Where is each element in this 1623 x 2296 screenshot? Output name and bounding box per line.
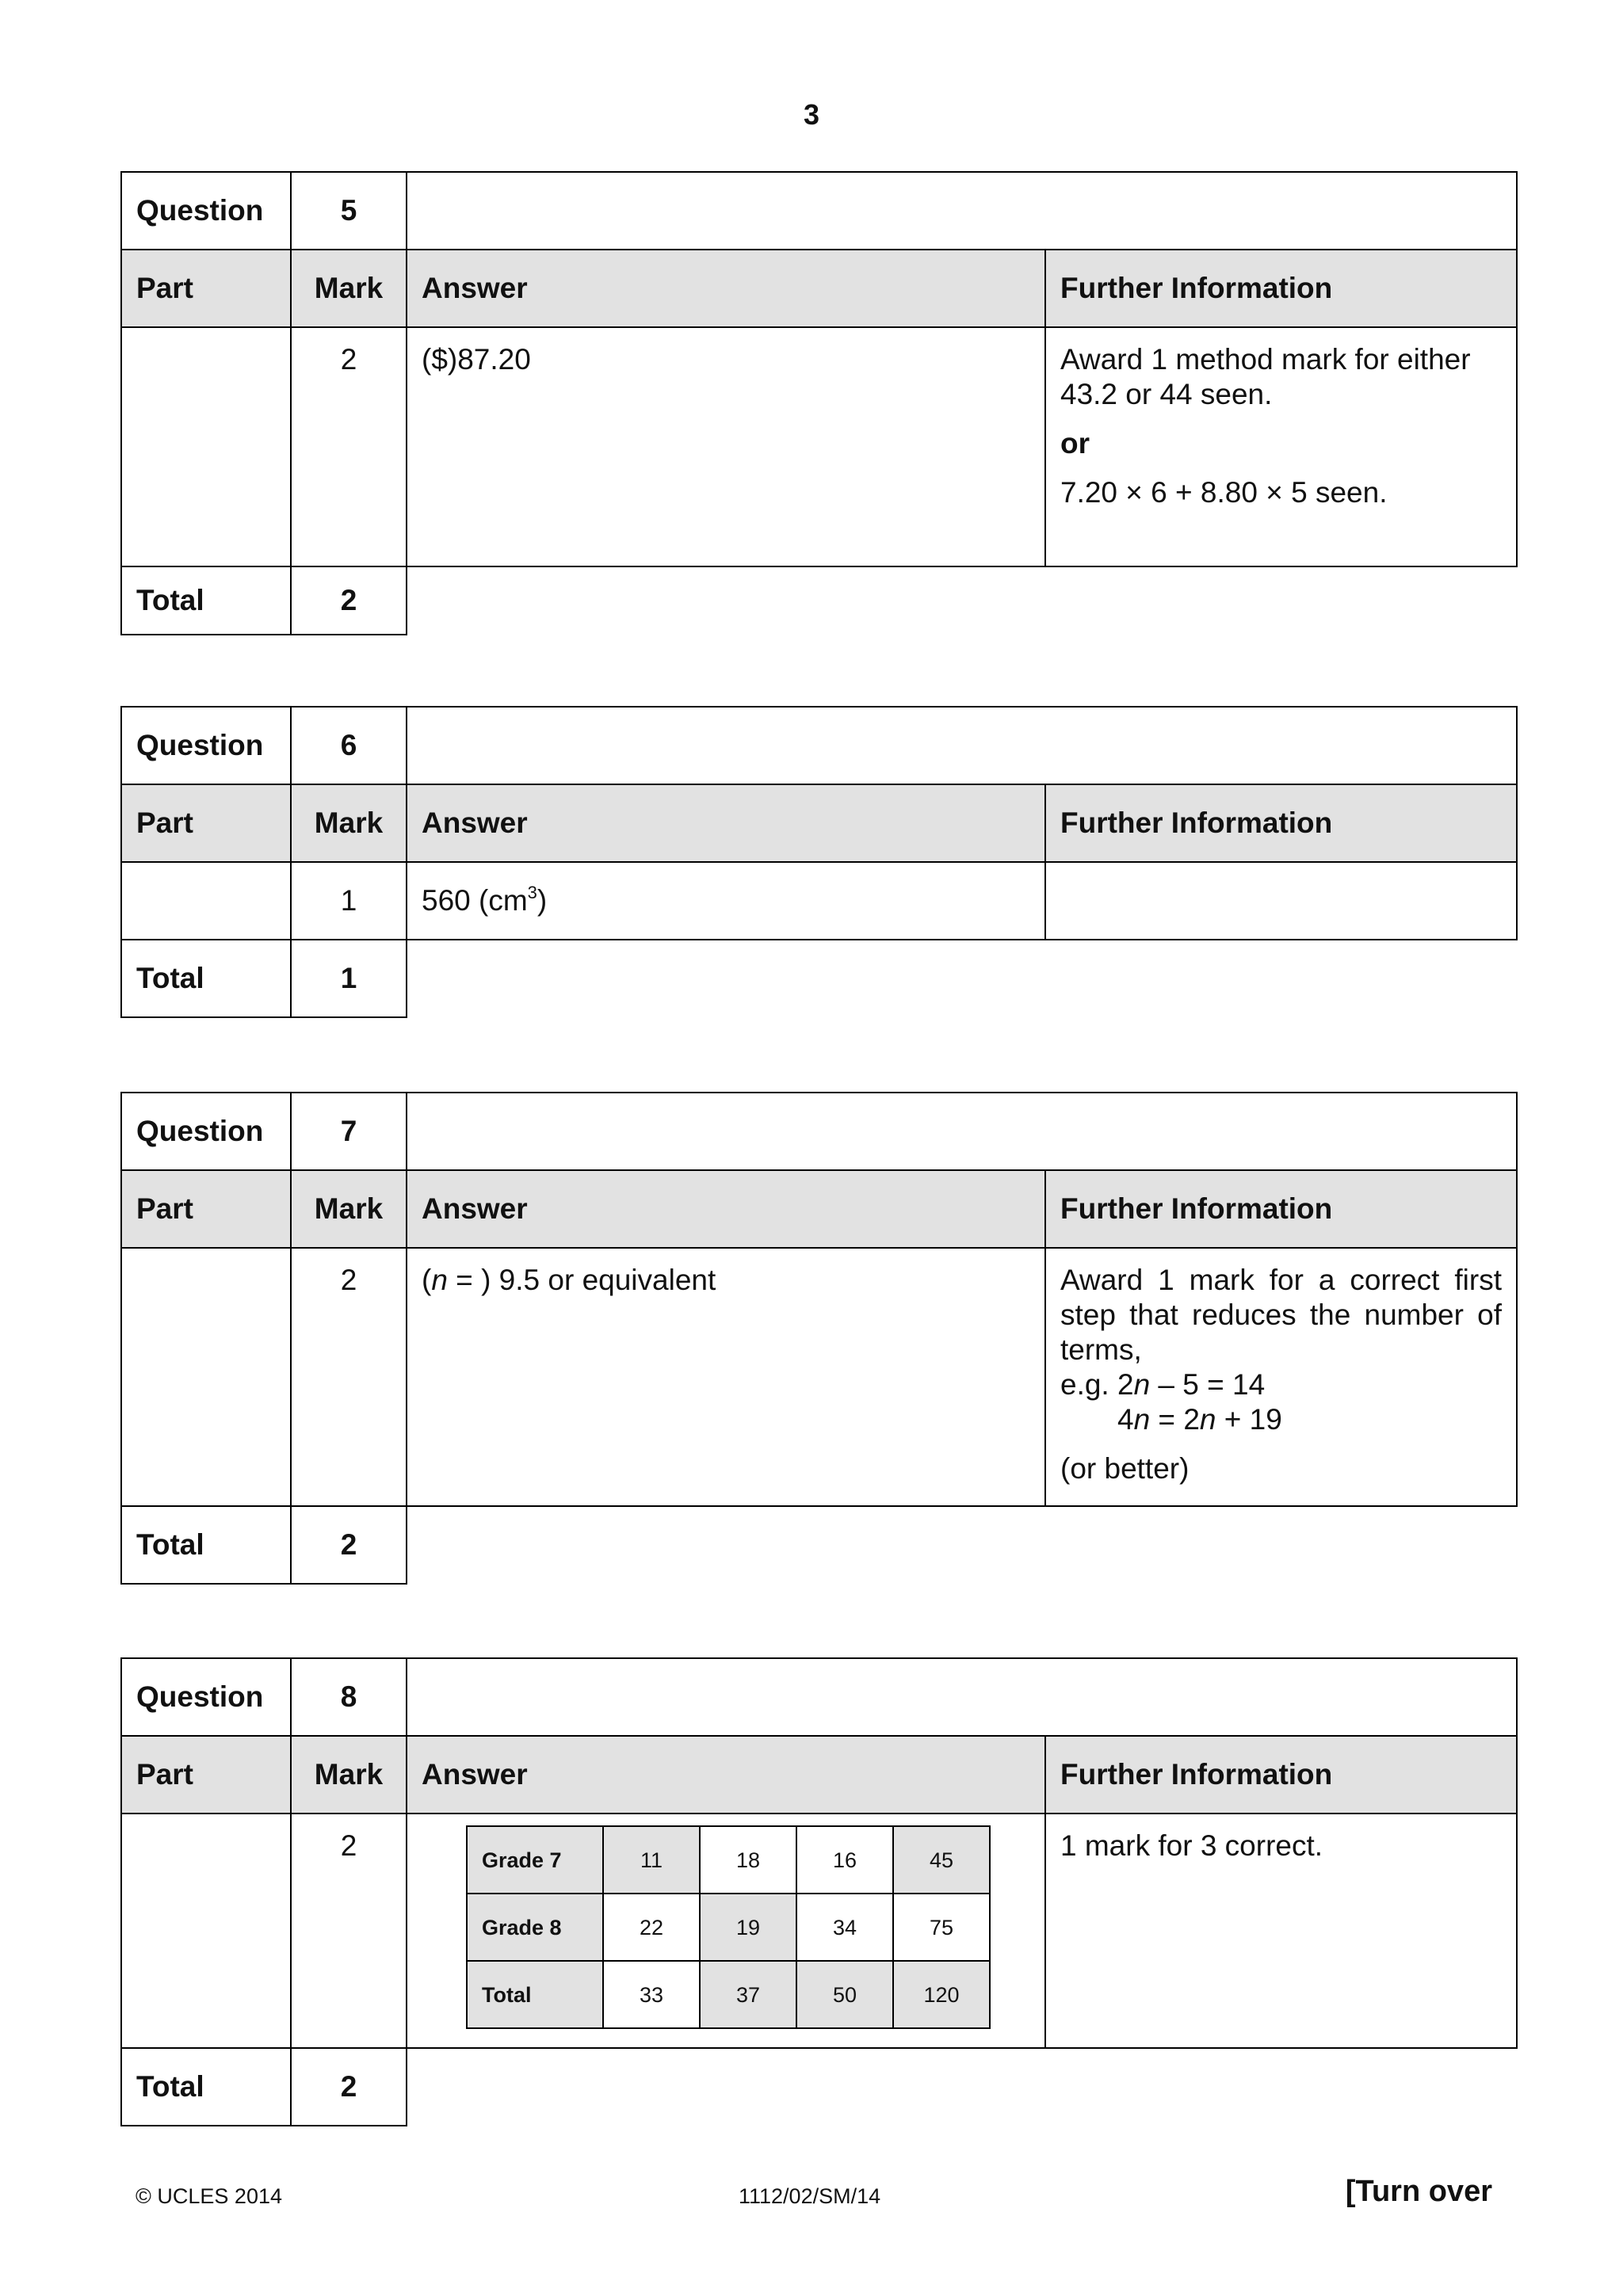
question-7-table [120,1092,1518,1585]
question-number: 6 [291,707,407,784]
question-number: 5 [291,172,407,250]
answer-value: ($)87.20 [407,327,1045,566]
answer-value: 560 $(cm^3)$ [407,862,1045,940]
part-header: Part [121,1736,291,1814]
question-number: 7 [291,1093,407,1170]
further-information [1045,327,1517,566]
further-text: Award 1 method mark for either 43.2 or 44 seen. [1060,343,1471,410]
further-information-header: Further Information [1045,1170,1517,1248]
mark-header: Mark [291,784,407,862]
mark-value: 2 [291,1248,407,1506]
answer-header: Answer [407,250,1045,327]
part-header: Part [121,1170,291,1248]
total-label: Total [121,940,291,1017]
answer-value: (n = ) 9.5 or equivalent [407,1248,1045,1506]
grade-table-row: Grade 7 11 18 16 45 [467,1826,990,1894]
mark-header: Mark [291,1736,407,1814]
further-text: Award 1 mark for a correct first step that reduces the number of terms, [1060,1264,1502,1366]
question-label: Question [121,707,291,784]
answer-header: Answer [407,1736,1045,1814]
grade-table [466,1825,991,2029]
total-label: Total [121,566,291,635]
total-value: 2 [291,2048,407,2126]
further-text: 7.20 × 6 + 8.80 × 5 seen. [1060,476,1388,509]
document-code: 1112/02/SM/14 [739,2184,881,2208]
further-information-header: Further Information [1045,784,1517,862]
grade-table-row: Total 33 37 50 120 [467,1961,990,2028]
answer-header: Answer [407,784,1045,862]
total-value: 1 [291,940,407,1017]
question-6-table [120,706,1518,1018]
further-example: e.g. 2n – 5 = 14 [1060,1368,1266,1401]
further-information-header: Further Information [1045,250,1517,327]
answer-grade-table-cell [407,1814,1045,2048]
answer-header: Answer [407,1170,1045,1248]
question-number: 8 [291,1658,407,1736]
further-text: (or better) [1060,1452,1190,1485]
further-information [1045,1248,1517,1506]
total-value: 2 [291,566,407,635]
page-number: 3 [803,98,820,131]
copyright: © UCLES 2014 [136,2184,282,2208]
grade-table-row: Grade 8 22 19 34 75 [467,1894,990,1961]
mark-value: 1 [291,862,407,940]
mark-value: 2 [291,327,407,566]
mark-header: Mark [291,1170,407,1248]
total-label: Total [121,1506,291,1584]
footer [0,2173,1623,2213]
further-or: or [1060,427,1090,460]
total-label: Total [121,2048,291,2126]
question-label: Question [121,1093,291,1170]
mark-value: 2 [291,1814,407,2048]
question-label: Question [121,1658,291,1736]
part-header: Part [121,784,291,862]
question-8-table [120,1657,1518,2126]
question-5-table [120,171,1518,635]
further-information: 1 mark for 3 correct. [1045,1814,1517,2048]
part-header: Part [121,250,291,327]
further-example: 4n = 2n + 19 [1117,1403,1282,1436]
total-value: 2 [291,1506,407,1584]
further-information-header: Further Information [1045,1736,1517,1814]
mark-header: Mark [291,250,407,327]
question-label: Question [121,172,291,250]
turn-over: [Turn over [1345,2175,1492,2208]
